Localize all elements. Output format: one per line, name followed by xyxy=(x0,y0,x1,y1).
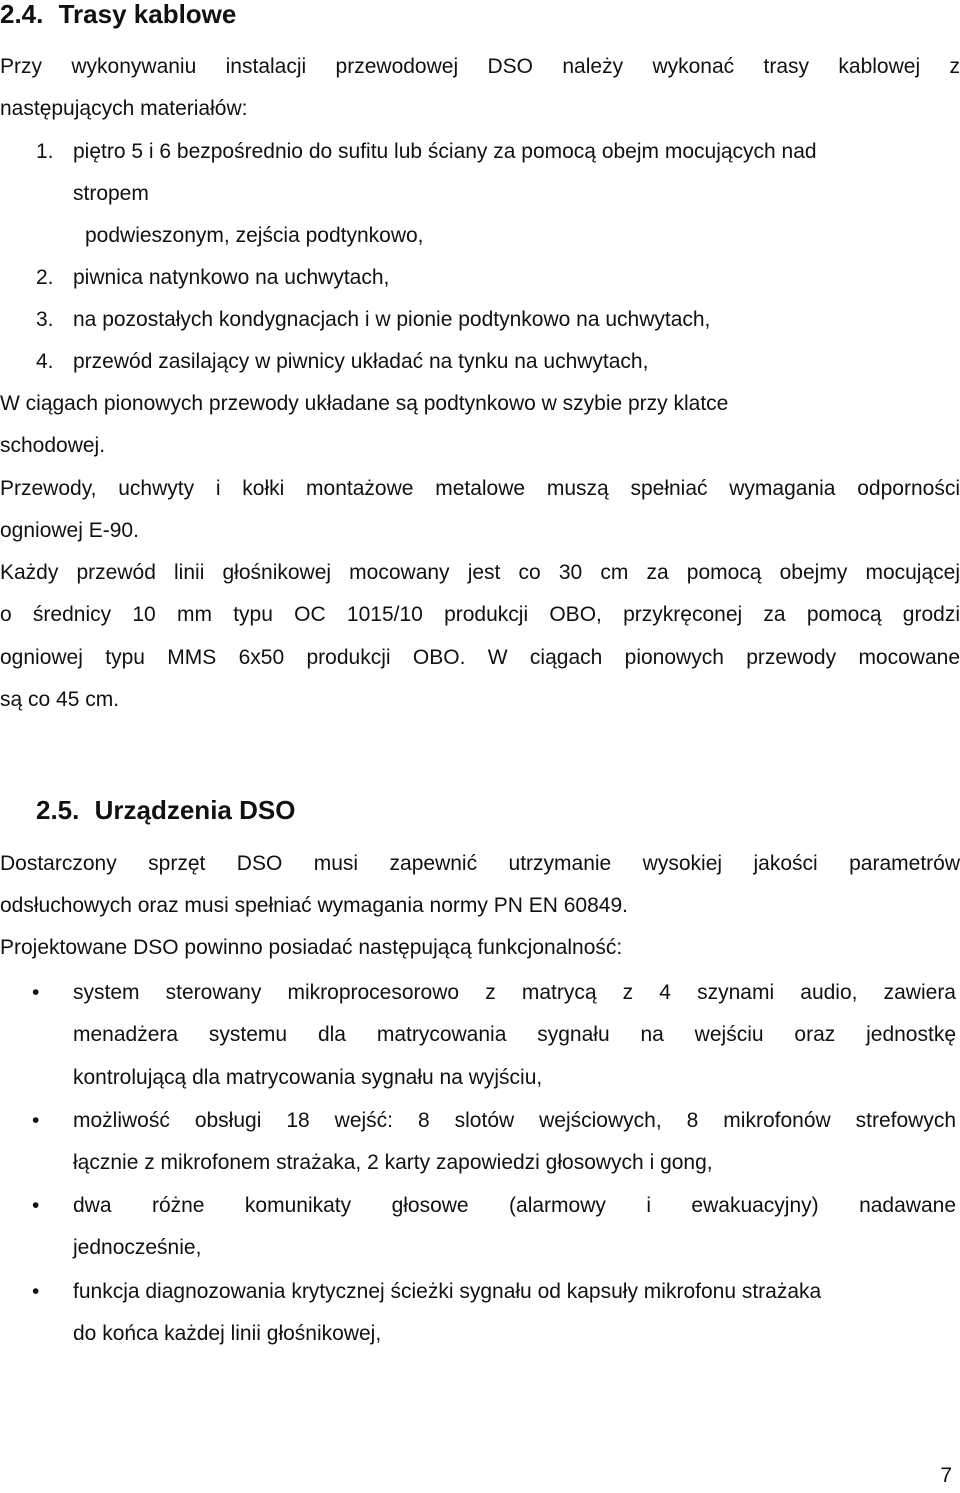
list-item-text: przewód zasilający w piwnicy układać na tynku na uchwytach, xyxy=(73,350,649,373)
bullet-text: do końca każdej linii głośnikowej, xyxy=(73,1322,382,1345)
bullet-text: dwa różne komunikaty głosowe (alarmowy i ewakuacyjny) nadawane xyxy=(73,1194,956,1217)
list-number: 3. xyxy=(36,308,54,331)
paragraph-line: Projektowane DSO powinno posiadać następującą funkcjonalność: xyxy=(0,936,623,959)
intro-line-2: następujących materiałów: xyxy=(0,97,248,120)
bullet-text: system sterowany mikroprocesorowo z matrycą z 4 szynami audio, zawiera xyxy=(73,981,956,1004)
bullet-dot: • xyxy=(32,1194,40,1217)
bullet-text: kontrolującą dla matrycowania sygnału na wyjściu, xyxy=(73,1066,543,1089)
page-number: 7 xyxy=(940,1464,952,1487)
bullet-text: łącznie z mikrofonem strażaka, 2 karty zapowiedzi głosowych i gong, xyxy=(73,1151,713,1174)
bullet-dot: • xyxy=(32,1109,40,1132)
bullet-dot: • xyxy=(32,981,40,1004)
list-number: 2. xyxy=(36,266,54,289)
list-item-text: piwnica natynkowo na uchwytach, xyxy=(73,266,390,289)
paragraph-line: Dostarczony sprzęt DSO musi zapewnić utrzymanie wysokiej jakości parametrów xyxy=(0,852,960,875)
list-item-text: stropem xyxy=(73,182,149,205)
section-heading-2-4 xyxy=(0,0,960,30)
heading-number: 2.4. xyxy=(0,0,44,29)
heading-title: Trasy kablowe xyxy=(58,0,237,29)
paragraph-line: W ciągach pionowych przewody układane są podtynkowo w szybie przy klatce xyxy=(0,392,729,415)
paragraph-line: schodowej. xyxy=(0,434,106,457)
paragraph-line: ogniowej typu MMS 6x50 produkcji OBO. W ciągach pionowych przewody mocowane xyxy=(0,646,960,669)
paragraph-line: ogniowej E-90. xyxy=(0,519,139,542)
heading-number: 2.5. xyxy=(36,795,80,825)
heading-title: Urządzenia DSO xyxy=(94,795,296,825)
paragraph-line: są co 45 cm. xyxy=(0,688,120,711)
list-item-text: na pozostałych kondygnacjach i w pionie podtynkowo na uchwytach, xyxy=(73,308,711,331)
list-item-text: podwieszonym, zejścia podtynkowo, xyxy=(85,224,424,247)
paragraph-line: o średnicy 10 mm typu OC 1015/10 produkcji OBO, przykręconej za pomocą grodzi xyxy=(0,603,960,626)
bullet-text: funkcja diagnozowania krytycznej ścieżki sygnału od kapsuły mikrofonu strażaka xyxy=(73,1280,822,1303)
bullet-text: możliwość obsługi 18 wejść: 8 slotów wejściowych, 8 mikrofonów strefowych xyxy=(73,1109,956,1132)
bullet-dot: • xyxy=(32,1280,40,1303)
section-heading-2-5 xyxy=(36,794,960,826)
paragraph-line: Każdy przewód linii głośnikowej mocowany jest co 30 cm za pomocą obejmy mocującej xyxy=(0,561,960,584)
bullet-text: jednocześnie, xyxy=(73,1236,202,1259)
paragraph-line: odsłuchowych oraz musi spełniać wymagania normy PN EN 60849. xyxy=(0,894,628,917)
list-number: 4. xyxy=(36,350,54,373)
list-number: 1. xyxy=(36,140,54,163)
bullet-text: menadżera systemu dla matrycowania sygnału na wejściu oraz jednostkę xyxy=(73,1023,956,1046)
paragraph-line: Przewody, uchwyty i kołki montażowe metalowe muszą spełniać wymagania odporności xyxy=(0,477,960,500)
intro-line-1: Przy wykonywaniu instalacji przewodowej DSO należy wykonać trasy kablowej z xyxy=(0,55,960,78)
list-item-text: piętro 5 i 6 bezpośrednio do sufitu lub ściany za pomocą obejm mocujących nad xyxy=(73,140,817,163)
